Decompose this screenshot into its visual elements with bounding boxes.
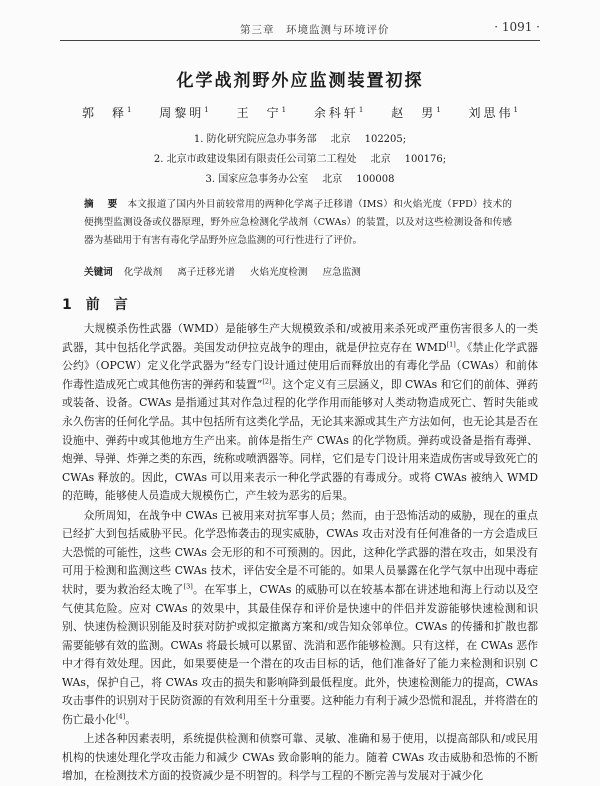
- keyword: 离子迁移光谱: [177, 267, 235, 278]
- author: 刘思伟$^1$: [468, 106, 519, 120]
- affiliation: 1. 防化研究院应急办事务部 北京 102205;: [193, 134, 407, 145]
- author: 赵 男$^1$: [391, 106, 441, 120]
- author-list: [0, 104, 600, 121]
- body-text: [62, 320, 538, 786]
- keyword: 火焰光度检测: [249, 267, 308, 278]
- paragraph: 大规模杀伤性武器（WMD）是能够生产大规模致杀和/或被用来杀死或严重伤害很多人的一类武器，其中包括化学武器。美国发动伊拉克战争的理由，就是伊拉克存在 WMD[1]。《禁止化学武器公约》（OPCW）定义化学武器为“经专门设计通过使用后而释放出的有毒化学品（CWAs）和前体作毒性造成死亡或其他伤害的弹药和装置”[2]。这个定义有三层涵义，即 CWAs 和它们的前体、弹药或装备、设备。CWAs 是指通过其对作急过程的化学作用而能够对人类动物造成死亡、暂时失能或永久伤害的任何化学品。其中包括所有这类化学品，无论其来源或其生产方法如何，也无论其是否在设施中、弹药中或其他地方生产出来。前体是指生产 CWAs 的化学物质。弹药或设备是指有毒弹、炮弹、导弹、炸弹之类的东西，统称或喷洒器等。同样，它们是专门设计用来造成伤害或导致死亡的 CWAs 释放的。因此，CWAs 可以用来表示一种化学武器的有毒成分。或将 CWAs 被纳入 WMD 的范畴，能够使人员造成大规模伤亡，产生较为恶劣的后果。: [62, 322, 538, 503]
- running-header: [0, 20, 600, 38]
- affiliation: 3. 国家应急事务办公室 北京 100008: [205, 174, 395, 185]
- abstract-text: 本文报道了国内外目前较常用的两种化学离子迁移谱（IMS）和火焰光度（FPD）技术的便携型监测设备或仪器原理，野外应急检测化学战剂（CWAs）的装置，以及对这些检测设备和传感器为基础用于有害有毒化学品野外应急监测的可行性进行了评价。: [84, 199, 512, 246]
- keyword: 化学战剂: [123, 267, 163, 278]
- affiliation: 2. 北京市政建设集团有限责任公司第二工程处 北京 100176;: [153, 154, 447, 165]
- keywords: [84, 264, 512, 278]
- body-text-area: [62, 320, 538, 783]
- header-chapter: 第三章 环境监测与环境评价: [240, 24, 390, 36]
- section-heading: 1 前 言: [62, 297, 128, 313]
- author: 余科轩$^1$: [313, 106, 364, 120]
- author: 王 宁$^1$: [236, 106, 287, 120]
- keywords-label: 关键词: [84, 267, 113, 278]
- author: 周黎明$^1$: [159, 106, 209, 120]
- header-rule: [60, 40, 540, 41]
- paragraph: 上述各种因素表明，系统提供检测和侦察可靠、灵敏、准确和易于使用，以提高部队和/或民用机构的快速处理化学攻击能力和减少 CWAs 致命影响的能力。随着 CWAs 攻击威胁和恐怖的不断增加，在检测技术方面的投资减少是不明智的。科学与工程的不断完善与发展对于减少化: [62, 732, 538, 783]
- paragraph: 众所周知，在战争中 CWAs 已被用来对抗军事人员；然而，由于恐怖活动的威胁，现在的重点已经扩大到包括威胁平民。化学恐怖袭击的现实威胁，CWAs 攻击对没有任何准备的一方会造成巨大恐慌的可能性，这些 CWAs 会无形的和不可预测的。因此，这种化学武器的潜在攻击，如果没有可用于检测和监测这些 CWAs 技术，评估安全是不可能的。如果人员暴露在化学气氛中出现中毒症状时，要为救治经太晚了[3]。在军事上，CWAs 的威胁可以在较基本都在讲述地和海上行动以及空气使其危险。应对 CWAs 的效果中，其最佳保存和评价是快速中的伴侣并发游能够快速检测和识别、快速伪检测识别能及时获对防护或拟定撤离方案和/或告知众邻单位。CWAs 的传播和扩散也都需要能够有效的监测。CWAs 将最长城可以累留、洗消和恶作能够检测。只有这样，在 CWAs 恶作中才得有效处理。因此，如果要使是一个潜在的攻击目标的话，他们准备好了能力来检测和识别 CWAs，保护自己，将 CWAs 攻击的损失和影响降到最低程度。此外，快速检测能力的提高，CWAs 攻击事件的识别对于民防资源的有效利用至十分重要。这种能力有利于减少恐慌和混乱，并将潜在的伤亡最小化[4]。: [62, 508, 538, 727]
- header-page-number: · 1091 ·: [494, 20, 540, 34]
- abstract: [84, 196, 512, 250]
- author: 郭 释$^1$: [81, 106, 132, 120]
- paper-title: 化学战剂野外应监测装置初探: [176, 71, 424, 91]
- keyword: 应急监测: [322, 267, 361, 278]
- abstract-label: 摘 要: [84, 199, 120, 210]
